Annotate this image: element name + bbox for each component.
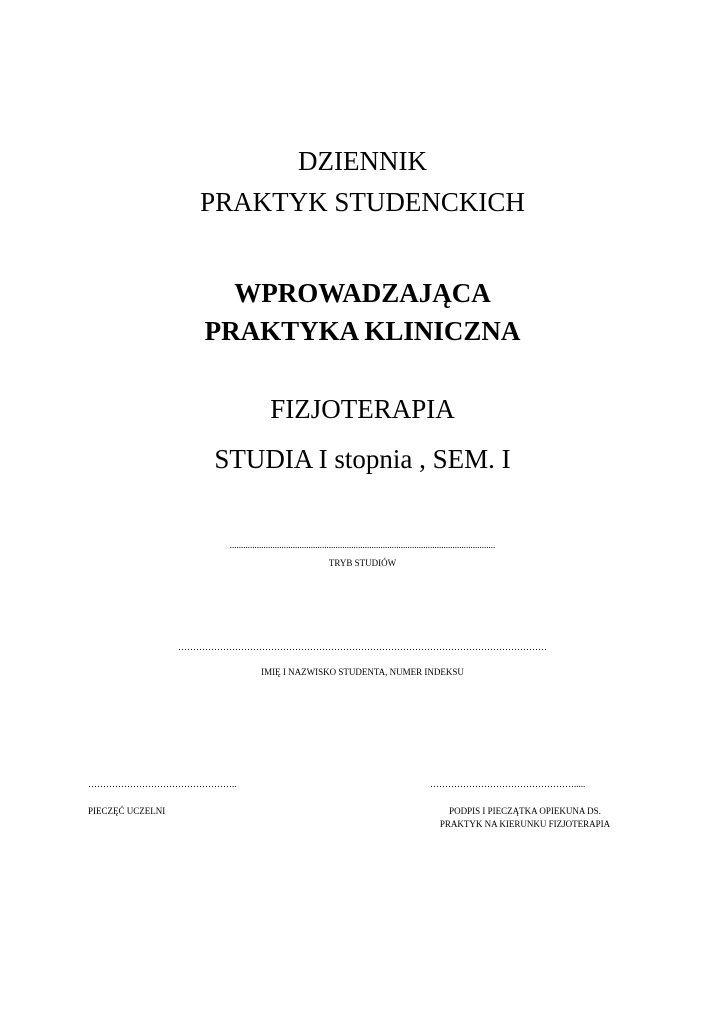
subtitle-line-2: PRAKTYKA KLINICZNA [204,316,521,346]
university-stamp-dotted-line: ………………………………………….. [88,779,237,789]
supervisor-signature-label-line-2: PRAKTYK NA KIERUNKU FIZJOTERAPIA [439,819,611,829]
subtitle-line-1: WPROWADZAJĄCA [234,278,491,308]
supervisor-signature-dotted-line: …………………………………………..... [430,779,586,789]
student-name-dotted-line: …………………………………………………………………………………………………………… [178,642,547,652]
mode-of-study-label: TRYB STUDIÓW [328,558,397,568]
mode-of-study-dotted-line: ...................................................................................................................... [229,540,496,550]
study-level: STUDIA I stopnia , SEM. I [214,444,511,474]
student-name-label: IMIĘ I NAZWISKO STUDENTA, NUMER INDEKSU [261,667,464,677]
title-line-1: DZIENNIK [298,146,427,176]
title-line-2: PRAKTYK STUDENCKICH [200,187,525,217]
university-stamp-label: PIECZĘĆ UCZELNI [88,806,166,816]
supervisor-signature-label-line-1: PODPIS I PIECZĄTKA OPIEKUNA DS. [449,806,601,816]
field-of-study: FIZJOTERAPIA [270,394,455,424]
